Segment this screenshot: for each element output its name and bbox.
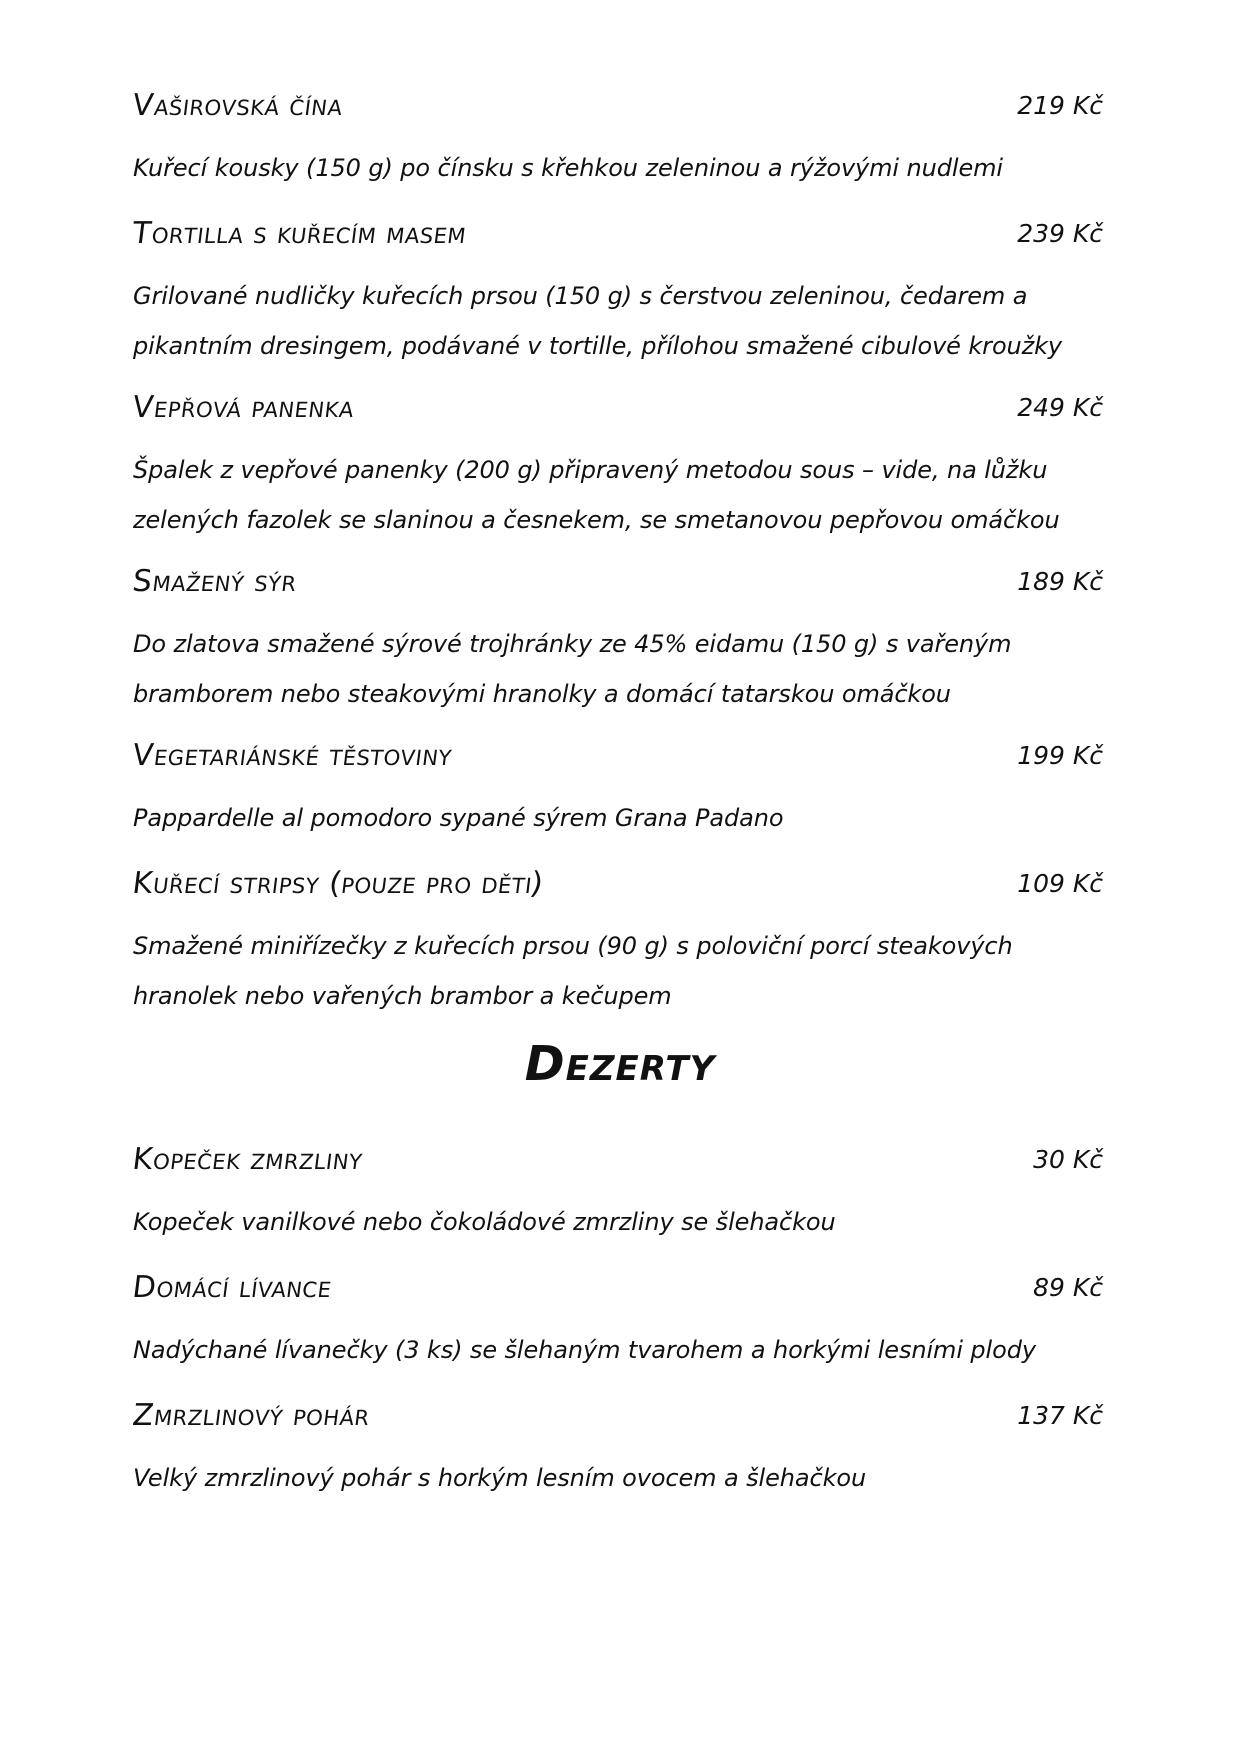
menu-item-price: 219 Kč: [1017, 91, 1103, 120]
menu-item: [133, 86, 1103, 193]
menu-item-name: Vepřová panenka: [131, 390, 355, 425]
menu-item-header: [133, 1268, 1103, 1308]
description-line: Kopeček vanilkové nebo čokoládové zmrzliny se šlehačkou: [133, 1208, 836, 1236]
menu-item-header: [133, 864, 1103, 904]
menu-item-name: Vaširovská čína: [131, 88, 344, 123]
section-title-desserts: Dezerty: [524, 1036, 716, 1092]
menu-item: [133, 1268, 1103, 1375]
menu-item-header: [133, 1140, 1103, 1180]
menu-item-header: [133, 214, 1103, 254]
menu-item-price: 89 Kč: [1033, 1273, 1103, 1302]
description-line: Velký zmrzlinový pohár s horkým lesním ovocem a šlehačkou: [133, 1464, 867, 1492]
menu-item-header: [133, 562, 1103, 602]
menu-item-name: Domácí lívance: [131, 1270, 333, 1305]
description-line: Grilované nudličky kuřecích prsou (150 g) s čerstvou zeleninou, čedarem a: [133, 282, 1028, 310]
menu-item-description: [133, 445, 1103, 545]
menu-item-description: [133, 271, 1103, 371]
menu-item-header: [133, 388, 1103, 428]
menu-item-name: Kuřecí stripsy (pouze pro děti): [131, 866, 546, 901]
menu-item-description: [133, 619, 1103, 719]
menu-item-price: 30 Kč: [1033, 1145, 1103, 1174]
menu-item-price: 199 Kč: [1017, 741, 1103, 770]
menu-item-price: 189 Kč: [1017, 567, 1103, 596]
menu-item-description: [133, 1453, 1103, 1503]
menu-item-name: Smažený sýr: [131, 564, 298, 599]
menu-item-name: Zmrzlinový pohár: [131, 1398, 371, 1433]
menu-item: [133, 1396, 1103, 1503]
description-line: Špalek z vepřové panenky (200 g) připravený metodou sous – vide, na lůžku: [133, 456, 1048, 484]
menu-item-header: [133, 1396, 1103, 1436]
description-line: Kuřecí kousky (150 g) po čínsku s křehkou zeleninou a rýžovými nudlemi: [133, 154, 1003, 182]
menu-item-price: 249 Kč: [1017, 393, 1103, 422]
menu-item-description: [133, 143, 1103, 193]
menu-item-price: 109 Kč: [1017, 869, 1103, 898]
menu-item-description: [133, 1325, 1103, 1375]
menu-item-description: [133, 1197, 1103, 1247]
menu-item: [133, 388, 1103, 545]
menu-item: [133, 562, 1103, 719]
menu-item-price: 239 Kč: [1017, 219, 1103, 248]
description-line: bramborem nebo steakovými hranolky a domácí tatarskou omáčkou: [133, 680, 951, 708]
menu-item: [133, 1140, 1103, 1247]
menu-item-header: [133, 736, 1103, 776]
menu-item-description: [133, 793, 1103, 843]
menu-item: [133, 214, 1103, 371]
menu-item-name: Vegetariánské těstoviny: [131, 738, 453, 773]
description-line: hranolek nebo vařených brambor a kečupem: [133, 982, 672, 1010]
menu-item-name: Kopeček zmrzliny: [131, 1142, 364, 1177]
description-line: Do zlatova smažené sýrové trojhránky ze 45% eidamu (150 g) s vařeným: [133, 630, 1012, 658]
menu-item-price: 137 Kč: [1017, 1401, 1103, 1430]
description-line: zelených fazolek se slaninou a česnekem, se smetanovou pepřovou omáčkou: [133, 506, 1060, 534]
description-line: Nadýchané lívanečky (3 ks) se šlehaným tvarohem a horkými lesními plody: [133, 1336, 1036, 1364]
description-line: Smažené miniřízečky z kuřecích prsou (90 g) s poloviční porcí steakových: [133, 932, 1013, 960]
menu-item-header: [133, 86, 1103, 126]
menu-item: [133, 864, 1103, 1021]
description-line: Pappardelle al pomodoro sypané sýrem Grana Padano: [133, 804, 784, 832]
menu-item-description: [133, 921, 1103, 1021]
menu-item-name: Tortilla s kuřecím masem: [131, 216, 468, 251]
menu-item: [133, 736, 1103, 843]
description-line: pikantním dresingem, podávané v tortille, přílohou smažené cibulové kroužky: [133, 332, 1063, 360]
